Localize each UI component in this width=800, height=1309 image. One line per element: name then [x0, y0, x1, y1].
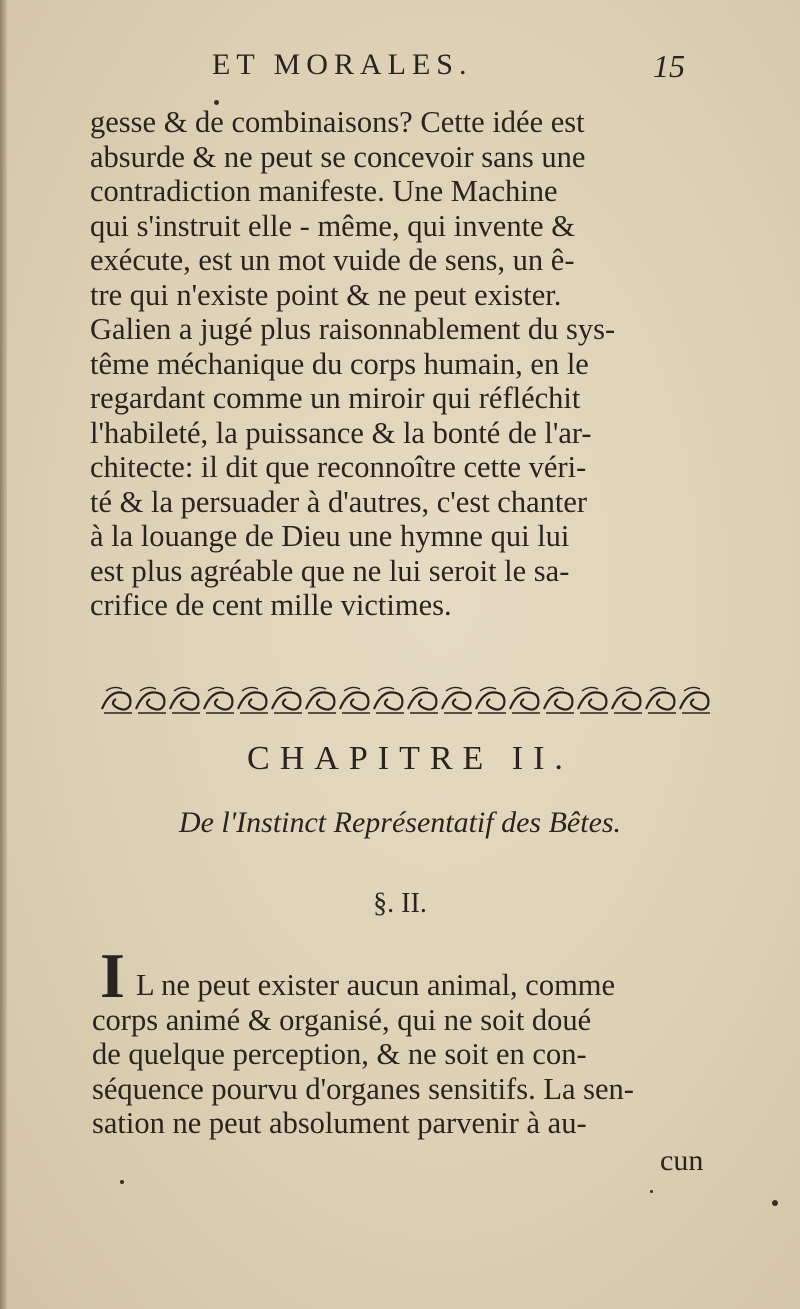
- foxing-spot: [772, 1200, 778, 1206]
- foxing-spot: [120, 1180, 124, 1184]
- text-line: contradiction manifeste. Une Machine: [90, 174, 558, 208]
- text-line: corps animé & organisé, qui ne soit doué: [92, 1002, 592, 1037]
- paragraph-new-section: [92, 968, 710, 1141]
- text-line: est plus agréable que ne lui seroit le sa-: [90, 553, 570, 588]
- text-line: séquence pourvu d'organes sensitifs. La sen-: [92, 1071, 634, 1106]
- text-line: té & la persuader à d'autres, c'est chanter: [90, 484, 588, 519]
- drop-capital: I: [100, 940, 125, 1011]
- text-line: à la louange de Dieu une hymne qui lui: [90, 519, 570, 553]
- text-line: L ne peut exister aucun animal, comme: [136, 968, 616, 1002]
- page-header: [0, 40, 800, 90]
- page-edge-shadow: [0, 0, 7, 1309]
- section-number: §. II.: [373, 888, 427, 919]
- foxing-spot: [650, 1190, 653, 1193]
- running-head: ET MORALES.: [212, 48, 473, 81]
- text-line: l'habileté, la puissance & la bonté de l'ar-: [90, 415, 592, 450]
- text-line: absurde & ne peut se concevoir sans une: [90, 139, 586, 174]
- chapter-title: CHAPITRE II.: [247, 740, 573, 777]
- catchword: cun: [660, 1144, 704, 1177]
- chapter-subtitle: De l'Instinct Représentatif des Bêtes.: [178, 806, 622, 839]
- text-line: gesse & de combinaisons? Cette idée est: [90, 105, 585, 139]
- text-line: Galien a jugé plus raisonnablement du sys-: [90, 312, 616, 346]
- text-line: exécute, est un mot vuide de sens, un ê-: [90, 243, 575, 277]
- foxing-spot: [214, 100, 219, 105]
- text-line: regardant comme un miroir qui réfléchit: [90, 381, 581, 415]
- decorative-border-ornament: [100, 683, 712, 717]
- text-line: sation ne peut absolument parvenir à au-: [92, 1106, 587, 1140]
- text-line: tre qui n'existe point & ne peut exister.: [90, 277, 562, 312]
- page-number: 15: [653, 48, 685, 84]
- text-line: crifice de cent mille victimes.: [90, 588, 452, 622]
- text-line: de quelque perception, & ne soit en con-: [92, 1037, 587, 1071]
- text-line: qui s'instruit elle - même, qui invente &: [90, 208, 575, 243]
- paragraph-continuation: [90, 105, 710, 623]
- text-line: tême méchanique du corps humain, en le: [90, 346, 589, 381]
- text-line: chitecte: il dit que reconnoître cette véri-: [90, 450, 587, 484]
